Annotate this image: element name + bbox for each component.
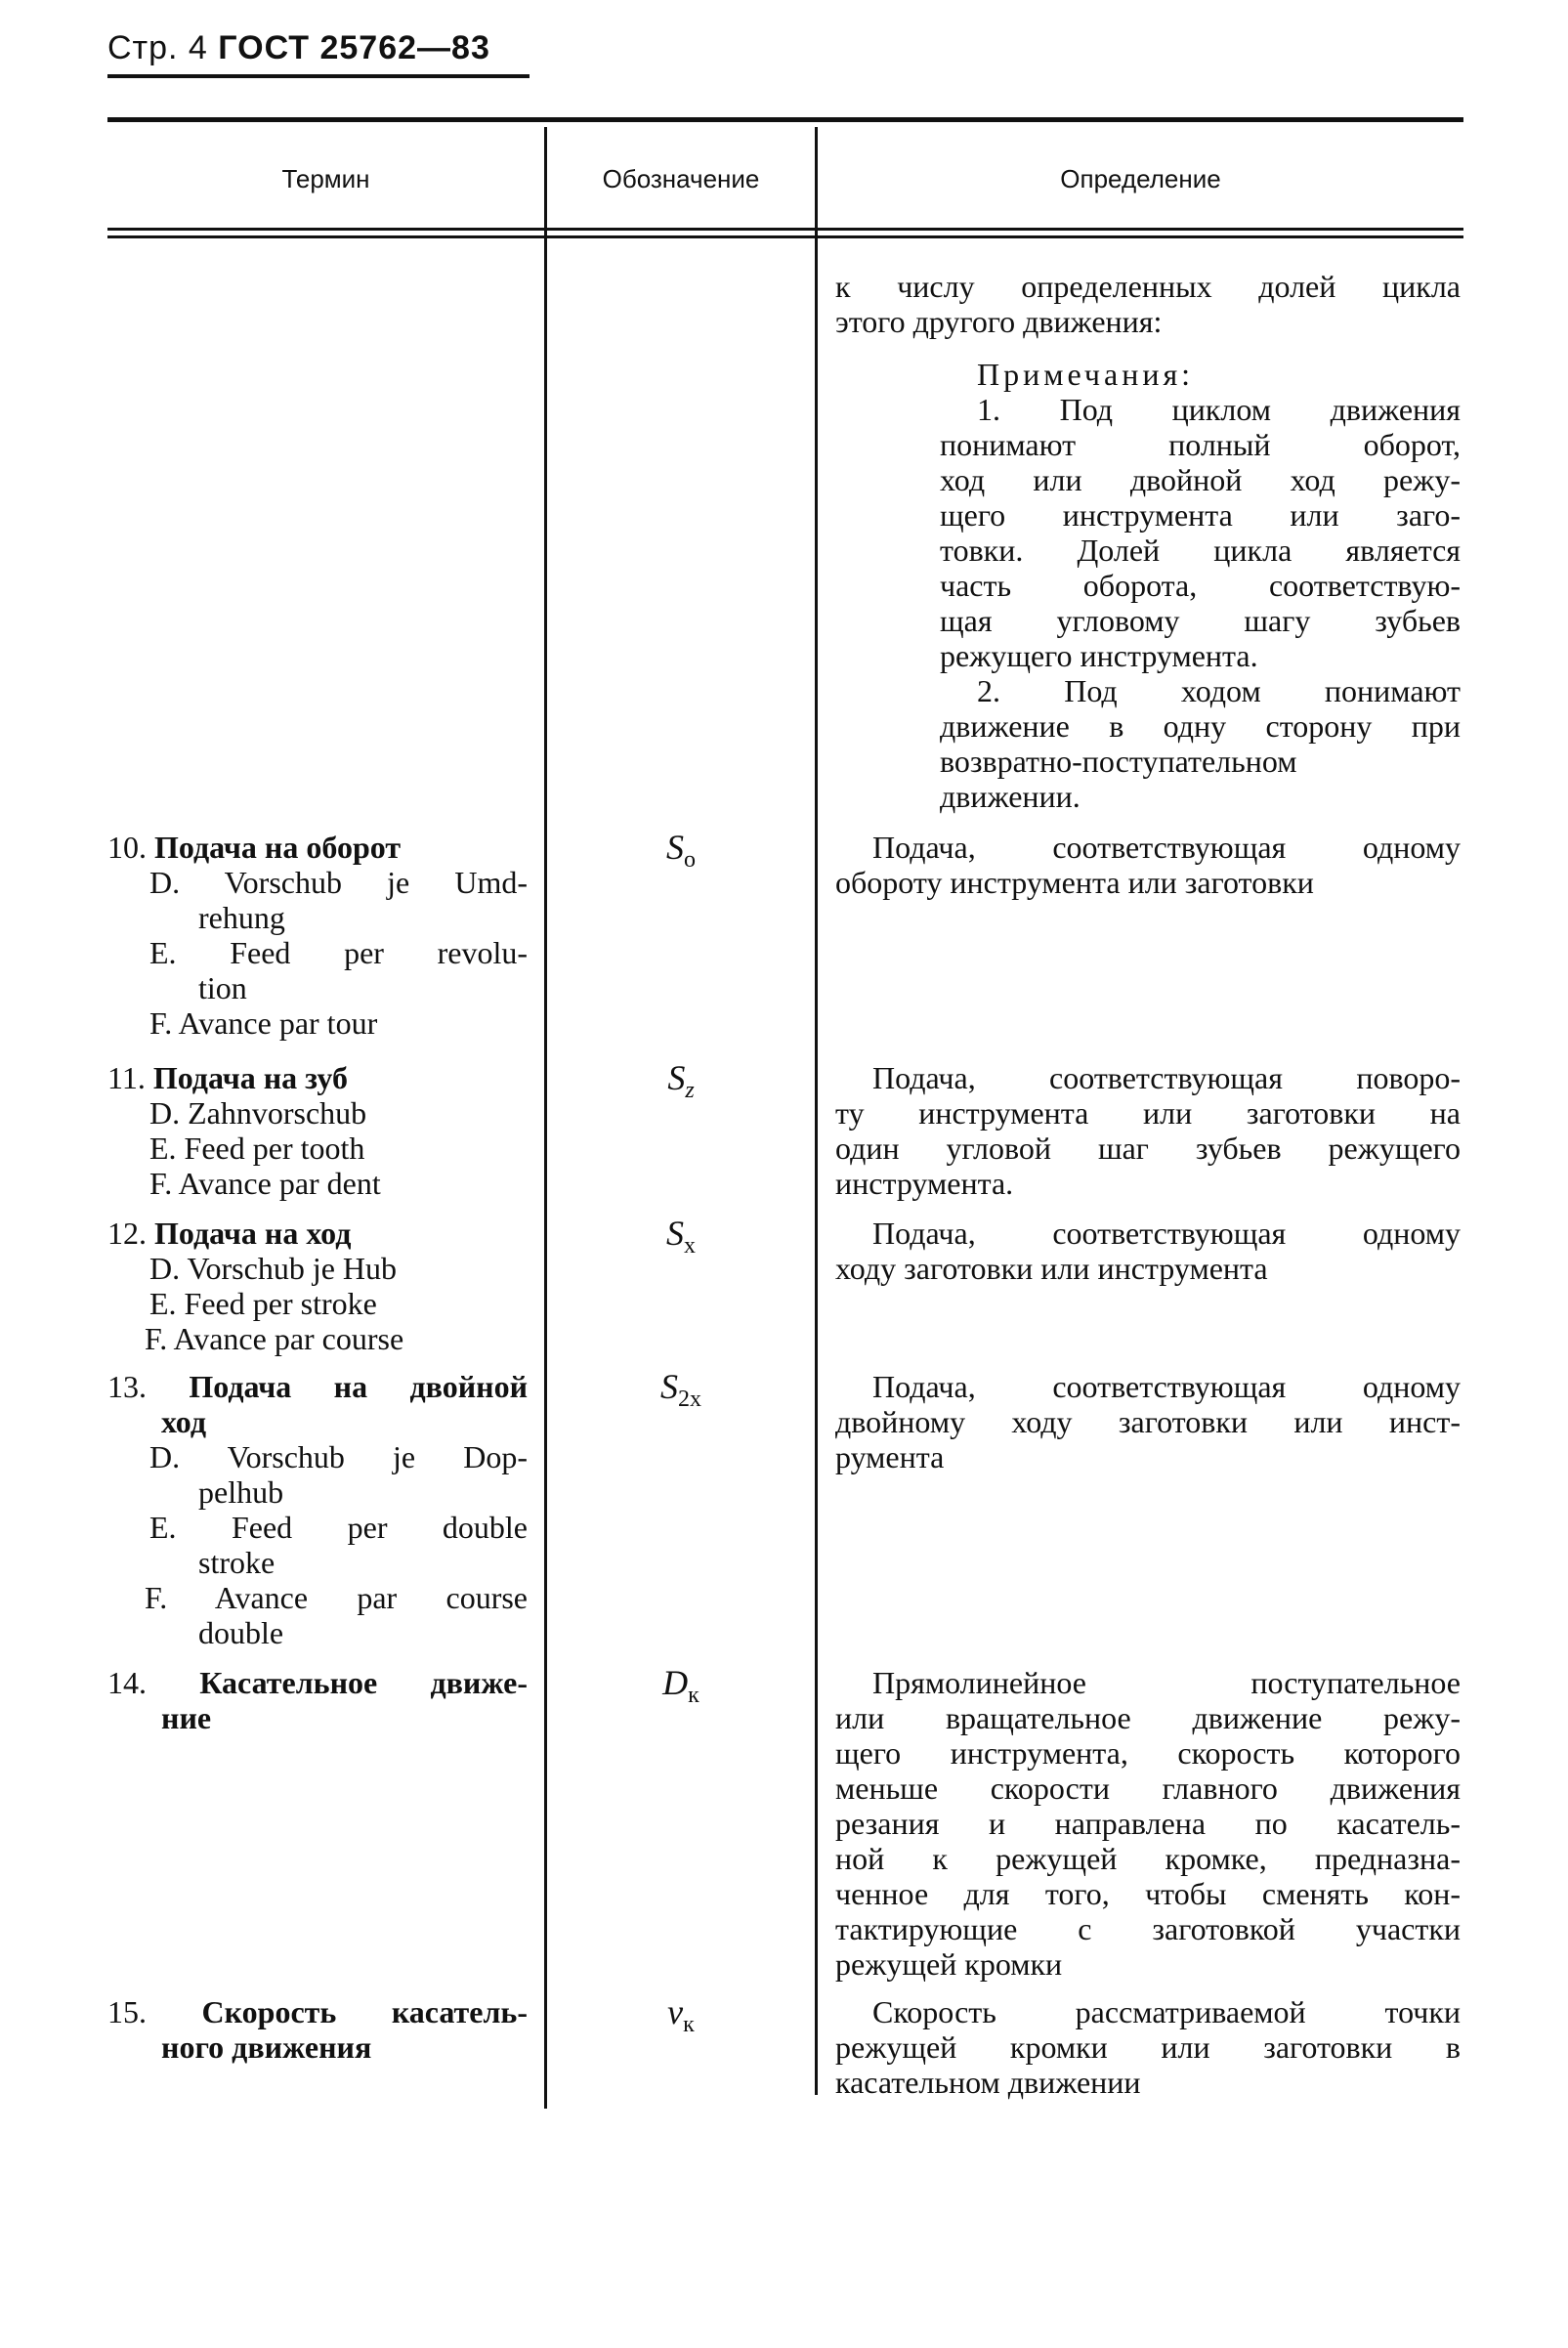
definition-line: инструмента. [835,1166,1014,1201]
term-name: Подача на оборот [154,830,402,865]
symbol-15 [547,1992,815,2044]
term-number: 11. [107,1060,146,1095]
term-entry-14 [107,1665,528,1735]
definition-line: касательном движении [835,2065,1141,2100]
term-translation-de: D. Zahnvorschub [149,1095,367,1131]
term-number: 13. [107,1369,147,1404]
term-title [107,830,528,865]
note-line: возвратно-поступательном [940,744,1297,779]
definition-line: двойному ходу заготовки или инст- [835,1404,1461,1439]
symbol-letter: S [666,828,684,867]
note-line: режущего инструмента. [940,638,1258,673]
term-translation-de: D. Vorschub je Umd- [149,865,528,900]
definition-line: к числу определенных долей цикла [835,269,1461,304]
term-title [107,1369,528,1404]
term-name: Подача на двойной [189,1369,528,1404]
term-number: 12. [107,1216,147,1251]
column-header-term: Термин [281,164,370,193]
term-title [107,1665,528,1700]
term-name: Подача на ход [154,1216,352,1251]
definition-line: меньше скорости главного движения [835,1771,1461,1806]
term-number: 15. [107,1994,147,2029]
note-1 [940,392,1461,814]
symbol-subscript: к [683,2012,695,2038]
note-line: движение в одну сторону при [940,708,1461,744]
definition-line: щего инструмента, скорость которого [835,1735,1461,1771]
definition-line: или вращательное движение режу- [835,1700,1461,1735]
term-name: Подача на зуб [152,1060,348,1095]
definition-line: Скорость рассматриваемой точки [872,1994,1461,2029]
term-translation-en-cont: stroke [198,1545,275,1580]
definition-line: ченное для того, чтобы сменять кон- [835,1876,1461,1911]
definition-line: Подача, соответствующая одному [872,830,1461,865]
definition-line: обороту инструмента или заготовки [835,865,1314,900]
term-translation-de: D. Vorschub je Hub [149,1251,398,1286]
note-line: понимают полный оборот, [940,427,1461,462]
document-id: ГОСТ 25762—83 [218,29,490,66]
column-divider-1 [544,127,547,2109]
definition-12 [835,1216,1461,1286]
definition-line: ной к режущей кромке, предназна- [835,1841,1461,1876]
table-top-rule [107,117,1463,122]
term-translation-en: E. Feed per revolu- [149,935,528,970]
definition-line: ходу заготовки или инструмента [835,1251,1268,1286]
note-line: 1. Под циклом движения [977,392,1461,427]
definition-10 [835,830,1461,900]
symbol-letter: S [667,1058,686,1097]
term-translation-de-cont: rehung [198,900,285,935]
term-title [107,1060,528,1095]
term-name-cont: ние [161,1700,212,1735]
column-header-symbol: Обозначение [602,164,760,193]
term-entry-13 [107,1369,528,1650]
column-header-definition: Определение [1060,164,1221,193]
symbol-letter: S [660,1367,678,1406]
definition-line: Подача, соответствующая поворо- [872,1060,1461,1095]
continuation-definition [835,269,1461,339]
symbol-subscript: x [684,1233,696,1259]
page-number: Стр. 4 [107,29,208,66]
term-name-cont: ного движения [161,2029,372,2065]
symbol-10 [547,828,815,879]
symbol-12 [547,1214,815,1265]
definition-15 [835,1994,1461,2100]
symbol-letter: D [662,1663,689,1702]
term-entry-15 [107,1994,528,2065]
header-underline [107,74,530,78]
term-translation-fr: F. Avance par tour [149,1005,378,1041]
header-double-rule-bottom [107,235,1463,238]
term-translation-fr-cont: double [198,1615,284,1650]
term-entry-12 [107,1216,528,1356]
note-line: щего инструмента или заго- [940,497,1461,533]
note-line: щая угловому шагу зубьев [940,603,1461,638]
term-translation-en: E. Feed per tooth [149,1131,365,1166]
symbol-letter: v [667,1992,684,2031]
term-translation-en: E. Feed per double [149,1510,528,1545]
definition-line: этого другого движения: [835,304,1163,339]
page-header [107,29,490,67]
column-divider-2 [815,127,818,2095]
term-translation-fr: F. Avance par course [145,1580,528,1615]
term-title [107,1216,528,1251]
term-entry-11 [107,1060,528,1201]
definition-line: Подача, соответствующая одному [872,1216,1461,1251]
definition-line: Подача, соответствующая одному [872,1369,1461,1404]
definition-line: ту инструмента или заготовки на [835,1095,1461,1131]
term-title [107,1994,528,2029]
definition-line: один угловой шаг зубьев режущего [835,1131,1461,1166]
symbol-11 [547,1058,815,1110]
note-line: часть оборота, соответствую- [940,568,1461,603]
note-line: ход или двойной ход режу- [940,462,1461,497]
definition-11 [835,1060,1461,1201]
term-translation-de-cont: pelhub [198,1474,284,1510]
symbol-letter: S [666,1214,684,1253]
term-number: 10. [107,830,147,865]
note-line: движении. [940,779,1081,814]
term-translation-en: E. Feed per stroke [149,1286,377,1321]
symbol-14 [547,1663,815,1715]
term-name: Касательное движе- [199,1665,528,1700]
definition-line: режущей кромки [835,1946,1063,1982]
symbol-subscript: 2x [678,1387,701,1413]
definition-line: резания и направлена по касатель- [835,1806,1461,1841]
term-entry-10 [107,830,528,1041]
note-line: 2. Под ходом понимают [977,673,1461,708]
symbol-13 [547,1367,815,1419]
term-translation-de: D. Vorschub je Dop- [149,1439,528,1474]
term-name-cont: ход [161,1404,207,1439]
note-line: товки. Долей цикла является [940,533,1461,568]
definition-line: тактирующие с заготовкой участки [835,1911,1461,1946]
term-translation-fr: F. Avance par dent [149,1166,381,1201]
notes-title: Примечания: [977,357,1195,392]
symbol-subscript: к [688,1683,699,1709]
definition-13 [835,1369,1461,1474]
term-translation-fr: F. Avance par course [145,1321,404,1356]
symbol-subscript: z [685,1078,695,1104]
definition-line: режущей кромки или заготовки в [835,2029,1461,2065]
term-name: Скорость касатель- [201,1994,528,2029]
term-number: 14. [107,1665,147,1700]
header-double-rule-top [107,228,1463,231]
definition-line: Прямолинейное поступательное [872,1665,1461,1700]
definition-14 [835,1665,1461,1982]
definition-line: румента [835,1439,945,1474]
symbol-subscript: o [684,847,696,874]
term-translation-en-cont: tion [198,970,247,1005]
